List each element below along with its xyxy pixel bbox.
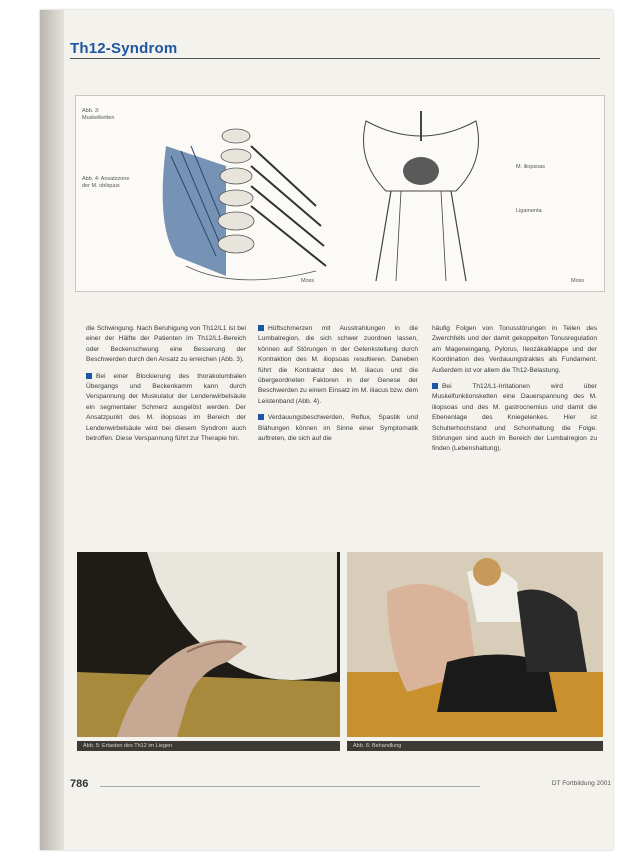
- footer-rule: [100, 786, 480, 787]
- photo-palpation: [77, 552, 340, 737]
- bullet-square-icon: [432, 383, 438, 389]
- photo-treatment: [347, 552, 603, 737]
- paragraph: die Schwingung. Nach Beruhigung von Th12/L1 ist bei einer der Hälfte der Patienten im Th12/L1-Bereich oder Beckenschwung eine Besserung der Beschwerden durch den Ansatz zu erreichen (Abb. 3).: [86, 325, 246, 364]
- illustrator-tag-right: Moss: [571, 278, 585, 284]
- title-rule: [70, 58, 600, 59]
- paragraph: häufig Folgen von Tonusstörungen in Teilen des Zwerchfells und der damit gekoppelten Tonusregulation am Mageneingang, Pylorus, Ileozäkalklappe und der Koordination des Verdauungstraktes als Fundament. Außerdem ist vor allem die Th12-Belastung.: [432, 325, 597, 374]
- page-title: Th12-Syndrom: [70, 40, 178, 57]
- figure-caption-3: Abb. 3: Muskelketten: [82, 108, 115, 121]
- paragraph: Bei Th12/L1-Irritationen wird über Muskelfunktionsketten eine Dauerspannung des M. iliopsoas und des M. gastrocnemius und damit die Ebenenlage des Kniegelenkes. Hier ist Schulterhochstand und Schonhaltung die Folge. Störungen sind auch im Bereich der Lumbalregion zu finden (Lebenshaltung).: [432, 383, 597, 453]
- page-number: 786: [70, 778, 89, 790]
- paragraph: Hüftschmerzen mit Ausstrahlungen in die Lumbalregion, die sich schwer zuordnen lassen, können auf Störungen in der Gelenkstellung durch Kontraktion des M. iliopsoas resultieren. Daneben führt die Kontraktur des M. iliacus und die übergeordneten Faktoren in der Genese der Beschwerden zu einem Einsatz im M. iliacus bzw. dem Leistenband (Abb. 4).: [258, 325, 418, 405]
- bullet-square-icon: [86, 373, 92, 379]
- paragraph: Verdauungsbeschwerden, Reflux, Spastik und Blähungen können im Sinne einer Symptomatik auftreten, die sich auf die: [258, 414, 418, 443]
- binding-shadow: [40, 10, 64, 850]
- journal-name: DT Fortbildung 2001: [551, 780, 611, 787]
- pelvis-illustration: [346, 101, 496, 286]
- label-ligament: Ligamenta: [516, 208, 542, 214]
- bullet-square-icon: [258, 325, 264, 331]
- anatomy-figure: [75, 95, 605, 292]
- figure-caption-4: Abb. 4: Ansatzzone der M. obliquus: [82, 176, 130, 189]
- illustrator-tag-left: Moss: [301, 278, 315, 284]
- text-column-2: [258, 324, 418, 450]
- label-iliopsoas: M. iliopsoas: [516, 164, 546, 170]
- text-column-3: [432, 324, 597, 461]
- text-column-1: [86, 324, 246, 450]
- photo-caption-right: Abb. 6: Behandlung: [347, 741, 603, 751]
- photo-caption-left: Abb. 5: Ertasten des Th12 im Liegen: [77, 741, 340, 751]
- spine-illustration: [146, 106, 336, 286]
- bullet-square-icon: [258, 414, 264, 420]
- paragraph: Bei einer Blockierung des thorakolumbalen Übergangs und Beckenkamm kann durch Verspannung der Muskulatur der Lendenwirbelsäule ein segmentaler Schmerz ausgelöst werden. Der Ansatzpunkt des M. iliopsoas im Bereich der Lendenwirbelsäule wird bei diesem Syndrom auch betroffen. Diese Verspannung führt zur Therapie hin.: [86, 372, 246, 443]
